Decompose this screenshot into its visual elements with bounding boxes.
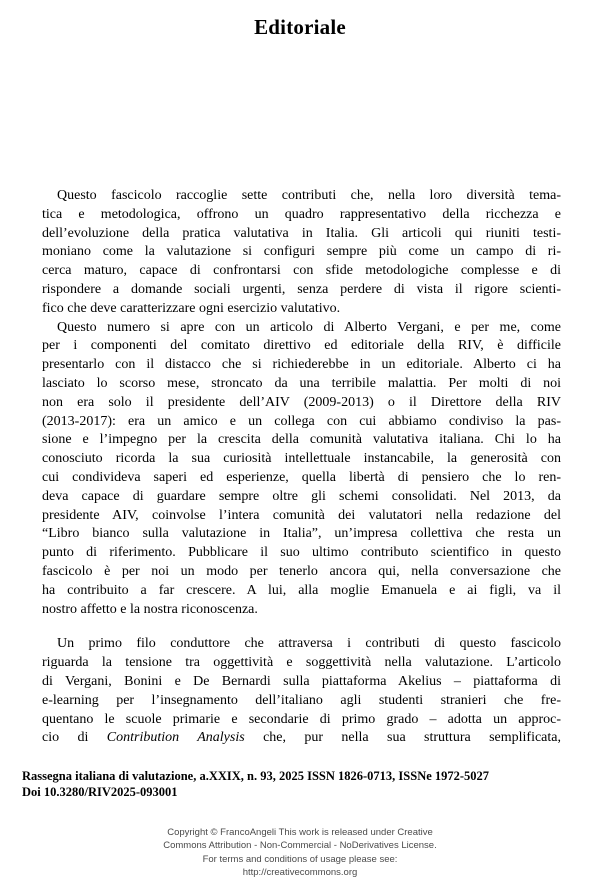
text-segment: che, pur nella sua struttura semplificata, [244, 730, 561, 746]
journal-doi-line: Doi 10.3280/RIV2025-093001 [22, 784, 178, 799]
text-line: sione e l’impegno per la crescita della comunità valutativa italiana. Chi lo ha [42, 432, 561, 448]
copyright-line: For terms and conditions of usage please see: [202, 853, 398, 865]
paragraph-spacer [42, 619, 561, 635]
text-line: (2013-2017): era un amico e un collega con cui abbiamo condiviso la pas- [42, 413, 561, 429]
italic-text: Contribution Analysis [106, 730, 245, 746]
text-line: Questo numero si apre con un articolo di Alberto Vergani, e per me, come [57, 319, 561, 335]
text-line: e-learning per l’insegnamento dell’italiano agli studenti stranieri che fre- [42, 692, 561, 708]
copyright-notice [0, 826, 600, 879]
text-line: Un primo filo conduttore che attraversa i contributi di questo fascicolo [57, 636, 561, 652]
text-line: dell’evoluzione della pratica valutativa in Italia. Gli articoli qui riuniti testi- [42, 225, 561, 241]
text-line: conosciuto ricorda la sua curiosità intellettuale instancabile, la generosità con [42, 451, 561, 467]
text-line: presentarlo con il distacco che si richiederebbe in un editoriale. Alberto ci ha [42, 357, 561, 373]
copyright-url: http://creativecommons.org [242, 866, 358, 878]
text-line: moniano come la valutazione si configuri sempre più come un campo di ri- [42, 244, 561, 260]
copyright-line: Copyright © FrancoAngeli This work is released under Creative [167, 827, 433, 838]
body-text [42, 187, 561, 748]
paragraph [42, 187, 561, 319]
text-line: cui condivideva saperi ed esperienze, quella libertà di pensiero che lo ren- [42, 469, 561, 485]
copyright-line: Commons Attribution - Non-Commercial - NoDerivatives License. [163, 840, 437, 852]
text-line: nostro affetto e la nostra riconoscenza. [42, 601, 258, 617]
text-line: punto di riferimento. Pubblicare il suo ultimo contributo scientifico in questo [42, 545, 561, 561]
paragraph [42, 635, 561, 748]
text-segment: cio di [42, 730, 107, 746]
text-line: deva capace di guardare sempre oltre gli schemi consolidati. Nel 2013, da [42, 488, 561, 504]
text-line: lasciato lo scorso mese, stroncato da una terribile malattia. Per molti di noi [42, 375, 561, 391]
text-line: rispondere a domande sociali urgenti, senza perdere di vista il rigore scienti- [42, 281, 561, 297]
text-line: fascicolo è per noi un modo per tenerlo ancora qui, nella conversazione che [42, 563, 561, 579]
journal-citation-line: Rassegna italiana di valutazione, a.XXIX, n. 93, 2025 ISSN 1826-0713, ISSNe 1972-5027 [22, 769, 490, 783]
text-line: non era solo il presidente dell’AIV (2009-2013) o il Direttore della RIV [42, 394, 561, 410]
text-line: cerca maturo, capace di confrontarsi con sfide metodologiche complesse e di [42, 263, 561, 279]
text-line: ha contribuito a far crescere. A lui, alla moglie Emanuela e ai figli, va il [42, 582, 561, 598]
text-line: presidente AIV, coinvolse l’intera comunità dei valutatori nella redazione del [42, 507, 561, 523]
paragraph [42, 319, 561, 620]
text-line: di Vergani, Bonini e De Bernardi sulla piattaforma Akelius – piattaforma di [42, 673, 561, 689]
text-line [42, 729, 561, 748]
text-line: quentano le scuole primarie e secondarie di primo grado – adotta un approc- [42, 711, 561, 727]
page-title: Editoriale [254, 15, 346, 39]
text-line: per i componenti del comitato direttivo ed editoriale della RIV, è difficile [42, 338, 561, 354]
text-line: “Libro bianco sulla valutazione in Italia”, un’impresa collettiva che resta un [42, 526, 561, 542]
text-line: tica e metodologica, offrono un quadro rappresentativo della ricchezza e [42, 206, 561, 222]
text-line: riguarda la tensione tra oggettività e soggettività nella valutazione. L’articolo [42, 655, 561, 671]
text-line: Questo fascicolo raccoglie sette contributi che, nella loro diversità tema- [57, 188, 561, 203]
text-line: fico che deve caratterizzare ogni esercizio valutativo. [42, 300, 341, 316]
journal-citation [22, 769, 582, 801]
